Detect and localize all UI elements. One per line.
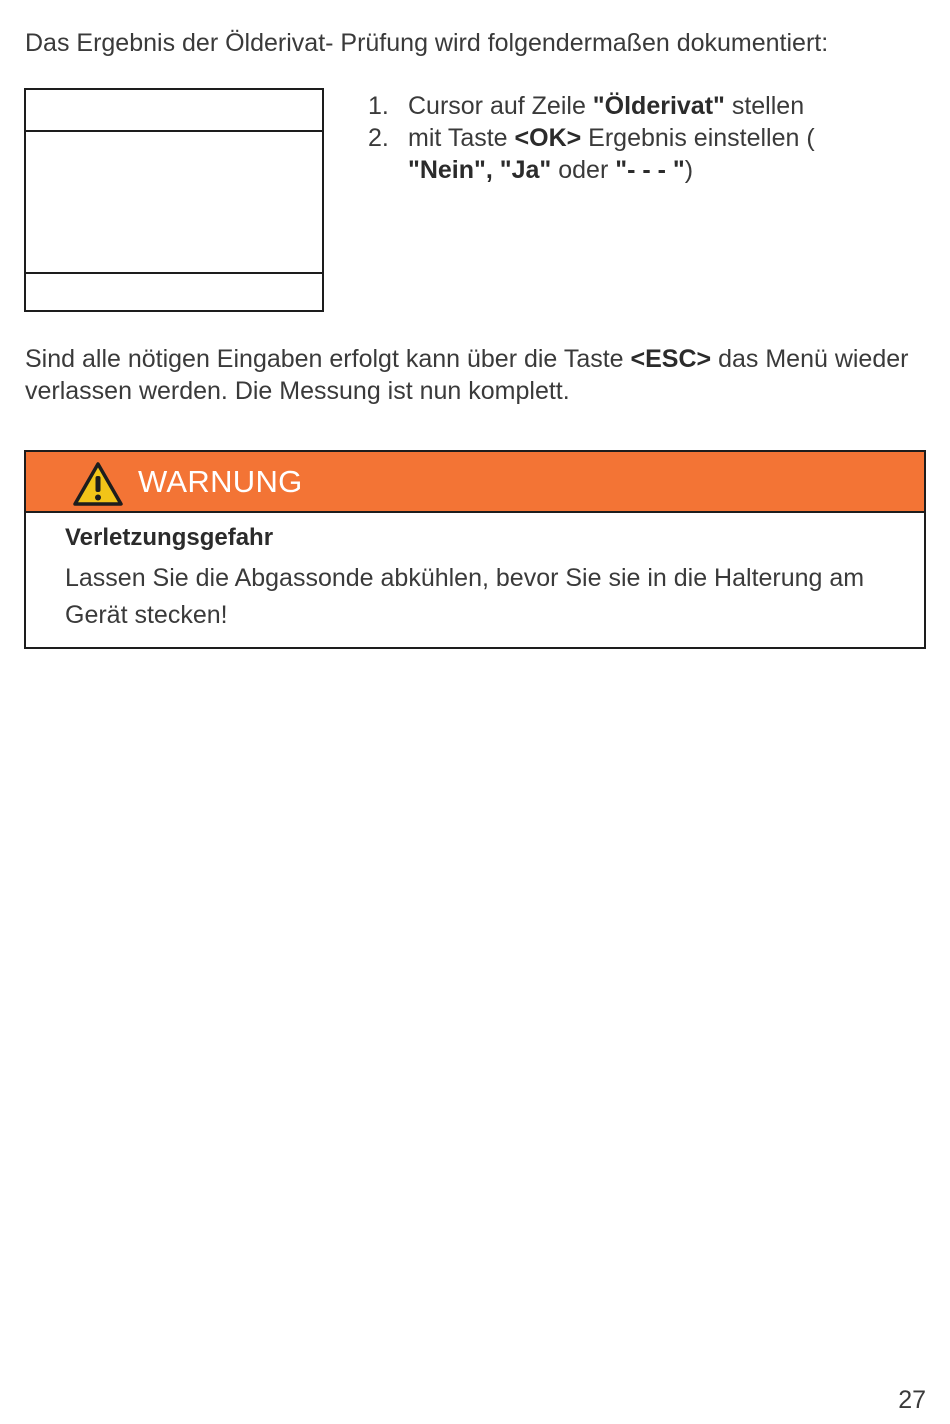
- warning-triangle-icon: [72, 461, 124, 507]
- step-number: 1.: [368, 92, 389, 120]
- step-text-part-bold: "Ölderivat": [592, 92, 725, 120]
- warning-title: WARNUNG: [138, 464, 303, 499]
- step-number: 2.: [368, 124, 389, 152]
- display-screen-placeholder: [24, 88, 324, 312]
- step-text-part: Ergebnis einstellen (: [581, 124, 815, 152]
- warning-box: [24, 450, 926, 649]
- display-row-header: [26, 90, 322, 132]
- warning-heading: Verletzungsgefahr: [65, 524, 274, 551]
- esc-key-label: <ESC>: [630, 345, 712, 373]
- intro-text: Das Ergebnis der Ölderivat- Prüfung wird folgendermaßen dokumentiert:: [25, 29, 829, 57]
- step-text-part: mit Taste: [408, 124, 515, 152]
- outro-text: [25, 343, 925, 407]
- step-item: [368, 90, 815, 122]
- step-text-part-bold: <OK>: [514, 124, 582, 152]
- step-item: [368, 122, 815, 186]
- outro-text-before: Sind alle nötigen Eingaben erfolgt kann über die Taste: [25, 345, 631, 373]
- outro-text-after: das Menü wieder verlassen werden. Die Messung ist nun komplett.: [25, 345, 909, 405]
- warning-header: [26, 452, 924, 513]
- instruction-steps: [368, 90, 815, 186]
- warning-text: Lassen Sie die Abgassonde abkühlen, bevor Sie sie in die Halterung am Gerät stecken!: [65, 564, 865, 629]
- step-text-part-bold: "- - - ": [615, 156, 685, 184]
- page-number: 27: [898, 1386, 926, 1414]
- step-text-part: oder: [551, 156, 616, 184]
- display-row-body: [26, 132, 322, 274]
- step-text-part: Cursor auf Zeile: [408, 92, 593, 120]
- step-text-part: ): [684, 156, 694, 184]
- step-text-part: stellen: [724, 92, 805, 120]
- step-text-part-bold: "Nein", "Ja": [408, 156, 552, 184]
